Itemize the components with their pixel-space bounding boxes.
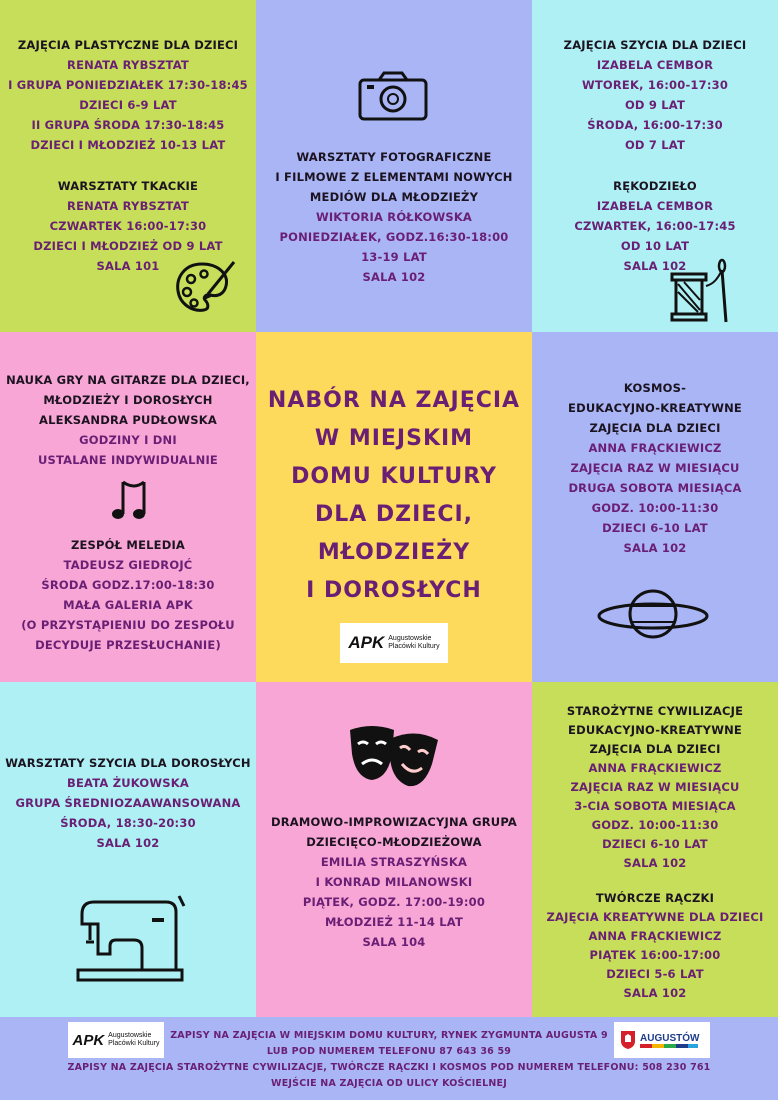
ancient-line: DZIECI 6-10 LAT bbox=[602, 837, 708, 851]
kosmos-line: SALA 102 bbox=[623, 541, 687, 555]
plastic-line: DZIECI I MŁODZIEŻ 10-13 LAT bbox=[30, 138, 226, 152]
guitar-heading: MŁODZIEŻY I DOROSŁYCH bbox=[43, 393, 213, 407]
apk-logo-name-line1: Augustowskie bbox=[388, 635, 432, 642]
footer-apk-logo-name-line2: Placówki Kultury bbox=[108, 1040, 160, 1047]
kosmos-line: GODZ. 10:00-11:30 bbox=[591, 501, 719, 515]
cell-kosmos bbox=[532, 332, 778, 682]
theater-masks-icon bbox=[346, 724, 442, 790]
kosmos-line: DRUGA SOBOTA MIESIĄCA bbox=[568, 481, 742, 495]
plastic-classes-heading: ZAJĘCIA PLASTYCZNE DLA DZIECI bbox=[17, 38, 239, 52]
creative-hands-line: PIĄTEK 16:00-17:00 bbox=[589, 948, 721, 962]
photo-line: PONIEDZIAŁEK, GODZ.16:30-18:00 bbox=[279, 230, 509, 244]
planet-icon bbox=[594, 586, 712, 642]
kosmos-heading: ZAJĘCIA DLA DZIECI bbox=[589, 421, 721, 435]
handcraft-line: OD 10 LAT bbox=[620, 239, 690, 253]
footer-line: WEJŚCIE NA ZAJĘCIA OD ULICY KOŚCIELNEJ bbox=[271, 1078, 507, 1089]
sewing-machine-icon bbox=[76, 894, 188, 984]
title-line: DOMU KULTURY bbox=[291, 464, 497, 489]
plastic-line: II GRUPA ŚRODA 17:30-18:45 bbox=[31, 118, 225, 132]
ancient-line: ZAJĘCIA RAZ W MIESIĄCU bbox=[570, 780, 740, 794]
footer-line: LUB POD NUMEREM TELEFONU 87 643 36 59 bbox=[266, 1046, 512, 1057]
photo-line: WIKTORIA RÓŁKOWSKA bbox=[315, 210, 473, 224]
cell-art-classes bbox=[0, 0, 256, 332]
weaving-line: CZWARTEK 16:00-17:30 bbox=[49, 219, 207, 233]
footer-apk-logo-name-line1: Augustowskie bbox=[108, 1032, 152, 1039]
ancient-line: 3-CIA SOBOTA MIESIĄCA bbox=[574, 799, 736, 813]
title-line: DLA DZIECI, bbox=[314, 502, 474, 527]
plastic-line: RENATA RYBSZTAT bbox=[67, 58, 189, 72]
drama-heading: DZIECIĘCO-MŁODZIEŻOWA bbox=[306, 835, 482, 849]
title-line: W MIEJSKIM bbox=[314, 426, 474, 451]
ancient-heading: STAROŻYTNE CYWILIZACJE bbox=[566, 704, 744, 718]
guitar-line: USTALANE INDYWIDUALNIE bbox=[37, 453, 218, 467]
handcraft-heading: RĘKODZIEŁO bbox=[613, 179, 697, 193]
thread-needle-icon bbox=[668, 256, 740, 324]
band-line: ŚRODA GODZ.17:00-18:30 bbox=[41, 578, 215, 592]
apk-logo-name-line2: Placówki Kultury bbox=[388, 643, 440, 650]
sewing-kids-line: WTOREK, 16:00-17:30 bbox=[581, 78, 729, 92]
apk-logo-text bbox=[388, 635, 439, 651]
music-note-icon bbox=[110, 476, 148, 522]
sewing-adults-line: ŚRODA, 18:30-20:30 bbox=[60, 816, 196, 830]
kosmos-line: ANNA FRĄCKIEWICZ bbox=[588, 441, 722, 455]
drama-line: I KONRAD MILANOWSKI bbox=[315, 875, 473, 889]
band-line: (O PRZYSTĄPIENIU DO ZESPOŁU bbox=[21, 618, 235, 632]
weaving-line: RENATA RYBSZTAT bbox=[67, 199, 189, 213]
photo-heading: WARSZTATY FOTOGRAFICZNE bbox=[296, 150, 492, 164]
sewing-adults-line: BEATA ŻUKOWSKA bbox=[67, 776, 189, 790]
title-line: MŁODZIEŻY bbox=[317, 540, 471, 565]
creative-hands-line: ZAJĘCIA KREATYWNE DLA DZIECI bbox=[546, 910, 764, 924]
cell-sewing-adults bbox=[0, 682, 256, 1017]
band-line: DECYDUJE PRZESŁUCHANIE) bbox=[35, 638, 221, 652]
apk-logo-mark: APK bbox=[348, 633, 385, 652]
sewing-kids-line: IZABELA CEMBOR bbox=[596, 58, 714, 72]
plastic-line: I GRUPA PONIEDZIAŁEK 17:30-18:45 bbox=[8, 78, 248, 92]
photo-heading: MEDIÓW DLA MŁODZIEŻY bbox=[309, 190, 479, 204]
plastic-line: DZIECI 6-9 LAT bbox=[79, 98, 177, 112]
photo-heading: I FILMOWE Z ELEMENTAMI NOWYCH bbox=[275, 170, 513, 184]
footer bbox=[0, 1017, 778, 1100]
ancient-line: GODZ. 10:00-11:30 bbox=[591, 818, 719, 832]
cell-center-title bbox=[256, 332, 532, 682]
drama-block bbox=[256, 812, 532, 952]
sewing-adults-heading: WARSZTATY SZYCIA DLA DOROSŁYCH bbox=[5, 756, 251, 770]
drama-line: MŁODZIEŻ 11-14 LAT bbox=[324, 915, 464, 929]
cell-guitar bbox=[0, 332, 256, 682]
plastic-classes-block bbox=[0, 35, 256, 155]
guitar-line: GODZINY I DNI bbox=[79, 433, 177, 447]
photo-block bbox=[256, 147, 532, 287]
drama-heading: DRAMOWO-IMPROWIZACYJNA GRUPA bbox=[270, 815, 518, 829]
cell-ancient-civilizations bbox=[532, 682, 778, 1017]
ancient-line: ANNA FRĄCKIEWICZ bbox=[588, 761, 722, 775]
creative-hands-line: DZIECI 5-6 LAT bbox=[606, 967, 704, 981]
title-line: NABÓR NA ZAJĘCIA bbox=[267, 388, 521, 413]
kosmos-line: ZAJĘCIA RAZ W MIESIĄCU bbox=[570, 461, 740, 475]
creative-hands-heading: TWÓRCZE RĄCZKI bbox=[595, 891, 715, 905]
ancient-block bbox=[532, 702, 778, 873]
weaving-heading: WARSZTATY TKACKIE bbox=[57, 179, 199, 193]
footer-text bbox=[0, 1028, 778, 1092]
drama-line: SALA 104 bbox=[362, 935, 426, 949]
augustow-logo-text: AUGUSTÓW bbox=[640, 1032, 700, 1044]
title-line: I DOROSŁYCH bbox=[306, 578, 482, 603]
band-heading: ZESPÓŁ MELEDIA bbox=[70, 538, 186, 552]
handcraft-line: IZABELA CEMBOR bbox=[596, 199, 714, 213]
sewing-adults-line: SALA 102 bbox=[96, 836, 160, 850]
palette-icon bbox=[172, 258, 240, 316]
handcraft-block bbox=[532, 176, 778, 276]
cell-sewing-kids bbox=[532, 0, 778, 332]
weaving-line: DZIECI I MŁODZIEŻ OD 9 LAT bbox=[33, 239, 223, 253]
band-line: MAŁA GALERIA APK bbox=[63, 598, 193, 612]
footer-line: ZAPISY NA ZAJĘCIA STAROŻYTNE CYWILIZACJE, TWÓRCZE RĄCZKI I KOSMOS POD NUMEREM TELEFONU: 508 230 761 bbox=[67, 1062, 711, 1073]
guitar-heading: NAUKA GRY NA GITARZE DLA DZIECI, bbox=[6, 373, 250, 387]
drama-line: EMILIA STRASZYŃSKA bbox=[320, 855, 468, 869]
kosmos-block bbox=[532, 378, 778, 558]
ancient-heading: ZAJĘCIA DLA DZIECI bbox=[589, 742, 721, 756]
sewing-kids-line: OD 9 LAT bbox=[624, 98, 686, 112]
apk-logo bbox=[340, 623, 448, 663]
guitar-heading: ALEKSANDRA PUDŁOWSKA bbox=[39, 413, 217, 427]
sewing-kids-line: OD 7 LAT bbox=[624, 138, 686, 152]
footer-apk-logo-mark: APK bbox=[72, 1031, 105, 1049]
handcraft-line: SALA 102 bbox=[623, 259, 687, 273]
creative-hands-line: ANNA FRĄCKIEWICZ bbox=[588, 929, 722, 943]
sewing-adults-line: GRUPA ŚREDNIOZAAWANSOWANA bbox=[15, 796, 241, 810]
footer-line: ZAPISY NA ZAJĘCIA W MIEJSKIM DOMU KULTURY, RYNEK ZYGMUNTA AUGUSTA 9 bbox=[170, 1030, 608, 1041]
sewing-kids-heading: ZAJĘCIA SZYCIA DLA DZIECI bbox=[563, 38, 747, 52]
band-line: TADEUSZ GIEDROJĆ bbox=[63, 558, 193, 572]
ancient-line: SALA 102 bbox=[623, 856, 687, 870]
sewing-kids-line: ŚRODA, 16:00-17:30 bbox=[587, 118, 723, 132]
handcraft-line: CZWARTEK, 16:00-17:45 bbox=[574, 219, 736, 233]
photo-line: SALA 102 bbox=[362, 270, 426, 284]
sewing-adults-block bbox=[0, 753, 256, 853]
kosmos-heading: EDUKACYJNO-KREATYWNE bbox=[568, 401, 742, 415]
poster-title bbox=[256, 382, 532, 610]
guitar-block bbox=[0, 370, 256, 470]
camera-icon bbox=[357, 70, 429, 122]
kosmos-line: DZIECI 6-10 LAT bbox=[602, 521, 708, 535]
weaving-line: SALA 101 bbox=[96, 259, 160, 273]
cell-drama bbox=[256, 682, 532, 1017]
ancient-heading: EDUKACYJNO-KREATYWNE bbox=[568, 723, 742, 737]
creative-hands-block bbox=[532, 889, 778, 1003]
creative-hands-line: SALA 102 bbox=[623, 986, 687, 1000]
band-block bbox=[0, 535, 256, 655]
cell-photo-workshop bbox=[256, 0, 532, 332]
kosmos-heading: KOSMOS- bbox=[623, 381, 687, 395]
photo-line: 13-19 LAT bbox=[361, 250, 427, 264]
sewing-kids-block bbox=[532, 35, 778, 155]
drama-line: PIĄTEK, GODZ. 17:00-19:00 bbox=[302, 895, 486, 909]
